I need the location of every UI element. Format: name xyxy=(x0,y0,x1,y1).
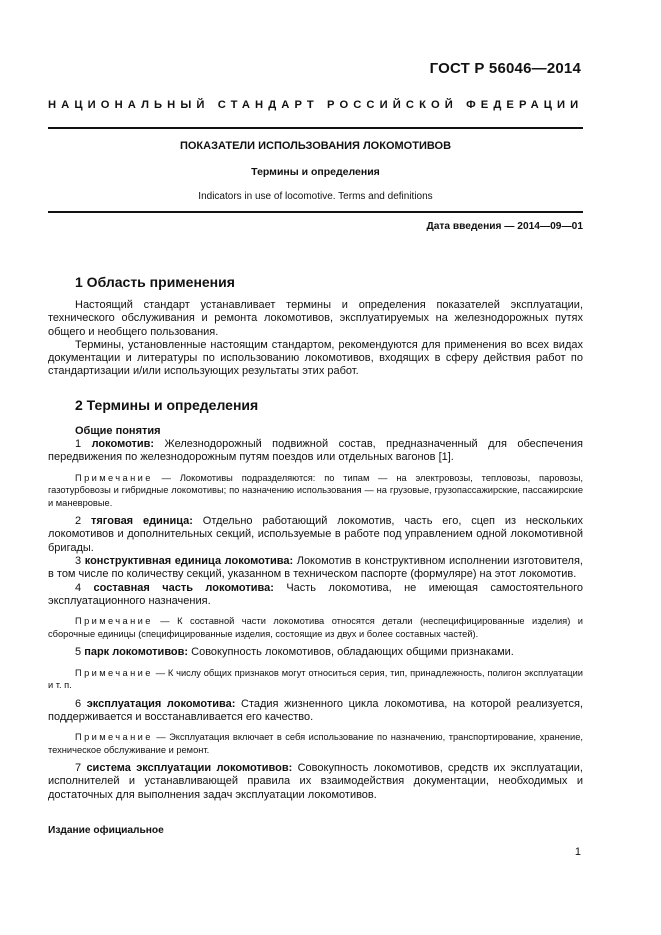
note-6 xyxy=(48,731,583,756)
term-name: система эксплуатации локомотивов: xyxy=(86,762,293,775)
term-2 xyxy=(48,515,583,555)
term-definition: Локомотив в конструктивном исполнении изготовителя, в том числе по количеству секций, указанном в техническом паспорте (формуляре) на этот локомотив. xyxy=(48,555,583,581)
term-5 xyxy=(48,646,583,659)
top-divider xyxy=(48,127,583,129)
term-name: конструктивная единица локомотива: xyxy=(84,555,294,568)
term-name: парк локомотивов: xyxy=(84,646,189,659)
term-number: 7 xyxy=(75,762,82,775)
term-definition: Стадия жизненного цикла локомотива, на которой реализуется, поддерживается и восстанавливается его качество. xyxy=(48,697,583,723)
term-definition: Совокупность локомотивов, средств их эксплуатации, исполнителей и устанавливающей правила их взаимодействия документации, необходимых и достаточных для выполнения задач эксплуатации локомотивов. xyxy=(48,762,583,801)
english-title: Indicators in use of locomotive. Terms and definitions xyxy=(198,191,433,202)
note-text: — Локомотивы подразделяются: по типам — на электровозы, тепловозы, паровозы, газотурбовозы и гибридные локомотивы; по назначению использования — на грузовые, грузопассажирские, пассажирские и маневровые. xyxy=(48,472,583,508)
term-name: составная часть локомотива: xyxy=(93,581,274,594)
term-7 xyxy=(48,762,583,802)
term-definition: Отдельно работающий локомотив, часть его, сцеп из нескольких локомотивов и дополнительных секций, используемые в работе под управлением одной локомотивной бригады. xyxy=(48,515,583,554)
document-body xyxy=(48,274,583,802)
document-subtitle: Термины и определения xyxy=(251,166,380,178)
term-definition: Совокупность локомотивов, обладающих общими признаками. xyxy=(191,646,514,659)
term-name: тяговая единица: xyxy=(90,515,193,528)
note-1 xyxy=(48,472,583,510)
term-definition: Железнодорожный подвижной состав, предназначенный для обеспечения передвижения по железнодорожным путям поездов или отдельных вагонов [1]. xyxy=(48,438,583,464)
term-1 xyxy=(48,438,583,465)
note-5 xyxy=(48,667,583,692)
official-edition-label: Издание официальное xyxy=(48,825,164,836)
term-number: 4 xyxy=(75,581,82,594)
note-label: Примечание xyxy=(75,732,153,743)
general-concepts-subheading: Общие понятия xyxy=(75,424,161,437)
term-number: 3 xyxy=(75,555,82,568)
note-label: Примечание xyxy=(75,667,153,678)
term-definition: Часть локомотива, не имеющая самостоятельного эксплуатационного назначения. xyxy=(48,581,583,607)
note-label: Примечание xyxy=(75,616,153,627)
section-2-heading: 2 Термины и определения xyxy=(75,396,259,413)
term-number: 5 xyxy=(75,646,82,659)
scope-paragraph-1: Настоящий стандарт устанавливает термины и определения показателей эксплуатации, технического обслуживания и ремонта локомотивов, эксплуатируемых на железнодорожных путях общего и необщего пользования. xyxy=(48,299,583,338)
note-text: — К составной части локомотива относятся детали (неспецифицированные изделия) и сборочные единицы (специфицированные изделия, состоящие из двух и более составных частей). xyxy=(48,616,583,639)
term-number: 1 xyxy=(75,438,82,451)
page-number: 1 xyxy=(574,846,581,858)
effective-date: Дата введения — 2014—09—01 xyxy=(426,221,583,232)
term-name: локомотив: xyxy=(91,438,155,451)
note-text: — К числу общих признаков могут относиться серия, тип, принадлежность, полигон эксплуатации и т. п. xyxy=(48,667,583,691)
term-number: 6 xyxy=(75,697,82,710)
title-divider xyxy=(48,211,583,213)
note-label: Примечание xyxy=(75,472,153,483)
national-standard-banner: НАЦИОНАЛЬНЫЙ СТАНДАРТ РОССИЙСКОЙ ФЕДЕРАЦИИ xyxy=(48,99,584,111)
term-6 xyxy=(48,698,583,725)
term-number: 2 xyxy=(75,515,82,528)
term-name: эксплуатация локомотива: xyxy=(86,697,236,710)
scope-paragraph-2: Термины, установленные настоящим стандартом, рекомендуются для применения во всех видах документации и литературы по использованию локомотивов, входящих в сферу действия работ по стандартизации и/или использующих результаты этих работ. xyxy=(48,338,583,378)
note-text: — Эксплуатация включает в себя использование по назначению, транспортирование, хранение, техническое обслуживание и ремонт. xyxy=(48,732,583,755)
section-1-heading: 1 Область применения xyxy=(75,274,235,290)
standard-code: ГОСТ Р 56046—2014 xyxy=(429,60,581,77)
document-title: ПОКАЗАТЕЛИ ИСПОЛЬЗОВАНИЯ ЛОКОМОТИВОВ xyxy=(179,140,452,152)
term-3 xyxy=(48,555,583,582)
term-4 xyxy=(48,582,583,609)
note-4 xyxy=(48,615,583,640)
